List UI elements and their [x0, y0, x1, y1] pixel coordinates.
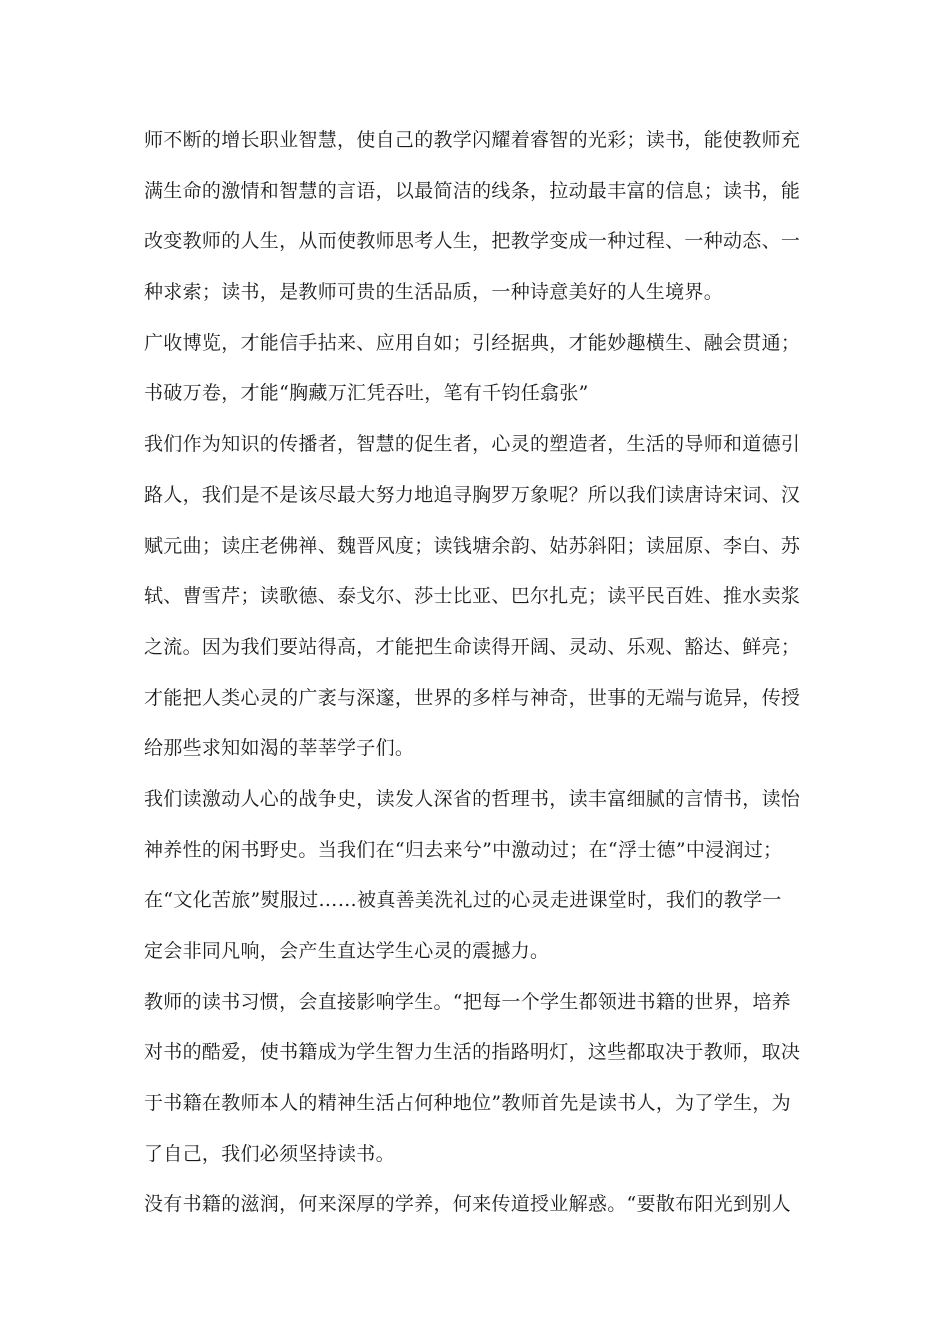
text-line: 之流。因为我们要站得高，才能把生命读得开阔、灵动、乐观、豁达、鲜亮； — [144, 635, 801, 658]
text-line: 定会非同凡响，会产生直达学生心灵的震撼力。 — [144, 940, 550, 962]
paragraph-5 — [144, 986, 844, 1189]
text-line: 在“文化苦旅”熨服过……被真善美洗礼过的心灵走进课堂时，我们的教学一 — [144, 889, 782, 912]
document-body — [144, 124, 844, 1239]
text-line: 种求索；读书，是教师可贵的生活品质，一种诗意美好的人生境界。 — [144, 281, 724, 304]
text-line: 对书的酷爱，使书籍成为学生智力生活的指路明灯，这些都取决于教师，取决 — [144, 1041, 801, 1064]
text-line: 了自己，我们必须坚持读书。 — [144, 1142, 395, 1165]
paragraph-1 — [144, 124, 844, 327]
text-line: 我们读激动人心的战争史，读发人深省的哲理书，读丰富细腻的言情书，读怡 — [144, 787, 801, 810]
text-line: 我们作为知识的传播者，智慧的促生者，心灵的塑造者，生活的导师和道德引 — [144, 433, 801, 456]
paragraph-4 — [144, 783, 844, 986]
text-line: 才能把人类心灵的广袤与深邃，世界的多样与神奇，世事的无端与诡异，传授 — [144, 686, 801, 709]
text-line: 师不断的增长职业智慧，使自己的教学闪耀着睿智的光彩；读书，能使教师充 — [144, 129, 801, 151]
paragraph-3 — [144, 428, 844, 783]
text-line: 满生命的激情和智慧的言语，以最简洁的线条，拉动最丰富的信息；读书，能 — [144, 179, 801, 202]
text-line: 路人，我们是不是该尽最大努力地追寻胸罗万象呢？所以我们读唐诗宋词、汉 — [144, 483, 801, 506]
text-line: 赋元曲；读庄老佛禅、魏晋风度；读钱塘余韵、姑苏斜阳；读屈原、李白、苏 — [144, 534, 801, 557]
paragraph-2 — [144, 327, 844, 428]
text-line: 于书籍在教师本人的精神生活占何种地位”教师首先是读书人，为了学生，为 — [144, 1092, 791, 1115]
text-line: 神养性的闲书野史。当我们在“归去来兮”中激动过；在“浮士德”中浸润过； — [144, 838, 783, 861]
text-line: 广收博览，才能信手拈来、应用自如；引经据典，才能妙趣横生、融会贯通； — [144, 331, 801, 354]
text-line: 改变教师的人生，从而使教师思考人生，把教学变成一种过程、一种动态、一 — [144, 230, 801, 253]
paragraph-6 — [144, 1188, 844, 1239]
text-line: 书破万卷，才能“胸藏万汇凭吞吐，笔有千钧任翕张” — [144, 382, 589, 405]
text-line: 给那些求知如渴的莘莘学子们。 — [144, 737, 415, 760]
text-line: 教师的读书习惯，会直接影响学生。“把每一个学生都领进书籍的世界，培养 — [144, 990, 791, 1013]
text-line: 轼、曹雪芹；读歌德、泰戈尔、莎士比亚、巴尔扎克；读平民百姓、推水卖浆 — [144, 585, 801, 608]
text-line: 没有书籍的滋润，何来深厚的学养，何来传道授业解惑。“要散布阳光到别人 — [144, 1193, 791, 1216]
